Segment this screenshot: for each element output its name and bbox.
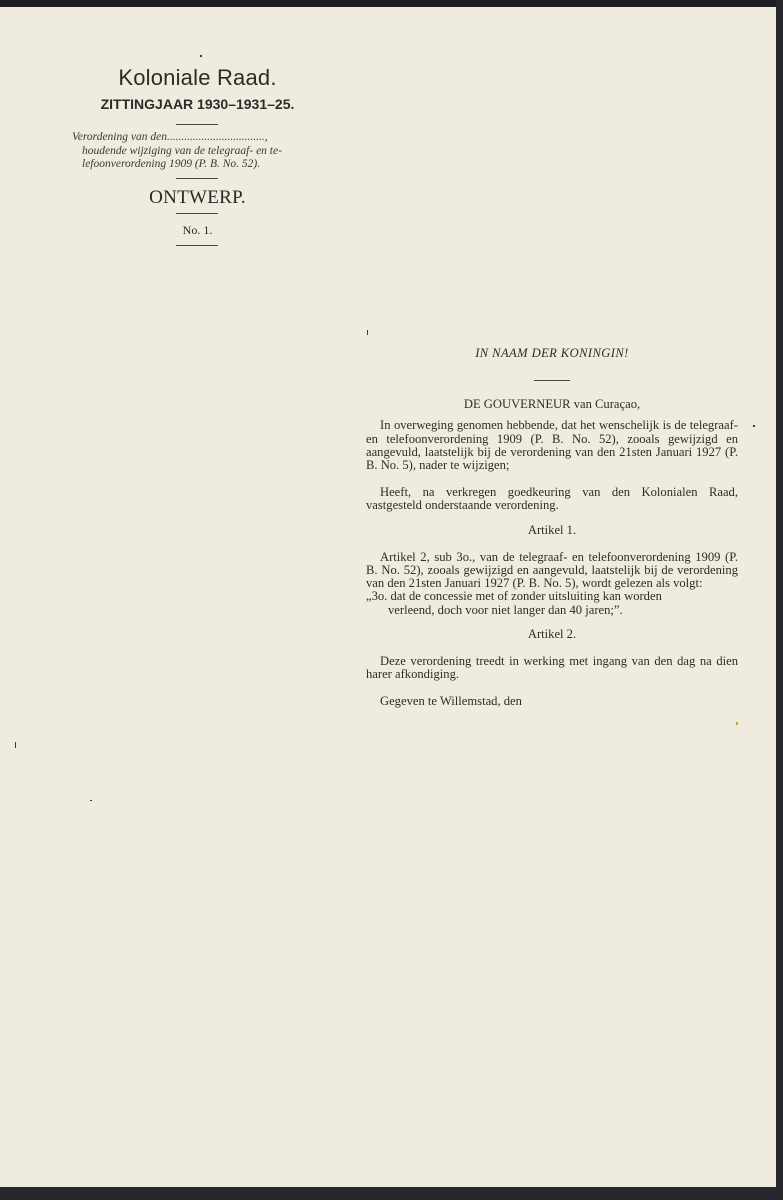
draft-label: ONTWERP.	[149, 187, 246, 208]
article-1-quote	[366, 590, 738, 616]
invocation-divider	[534, 380, 570, 381]
article-2-text: Deze verordening treedt in werking met ingang van den dag na dien harer afkondiging.	[366, 654, 738, 682]
scan-border-bottom	[0, 1187, 783, 1200]
scan-speck	[200, 55, 202, 57]
scan-speck	[90, 800, 92, 801]
document-page	[0, 7, 776, 1187]
enacting-paragraph: Heeft, na verkregen goedkeuring van den Kolonialen Raad, vastgesteld onderstaande verordening.	[366, 485, 738, 513]
article-1-heading: Artikel 1.	[527, 522, 577, 537]
scan-speck	[736, 722, 738, 725]
subject-divider	[176, 178, 218, 179]
article-1-text: Artikel 2, sub 3o., van de telegraaf- en telefoonverordening 1909 (P. B. No. 52), zooals gewijzigd en aangevuld, laatstelijk bij de verordening van den 21sten Januari 1927 (P. B. No. 5), wordt gelezen als volgt:	[366, 549, 738, 591]
considering-paragraph: In overweging genomen hebbende, dat het wenschelijk is de telegraaf- en telefoonverordening 1909 (P. B. No. 52), zooals gewijzigd en aangevuld, laatstelijk bij de verordening van den 21sten Januari 1927 (P. B. No. 5), nader te wijzigen;	[366, 418, 738, 473]
scan-speck	[367, 330, 368, 335]
quote-line-2: verleend, doch voor niet langer dan 40 jaren;”.	[388, 602, 623, 617]
subject-line-2: houdende wijziging van de telegraaf- en te-	[82, 144, 282, 157]
header-divider	[176, 124, 218, 125]
subject-line-1: Verordening van den..................................,	[72, 131, 268, 143]
invocation: IN NAAM DER KONINGIN!	[475, 346, 629, 360]
given-at-line: Gegeven te Willemstad, den	[380, 694, 522, 709]
governor-line: DE GOUVERNEUR van Curaçao,	[463, 397, 641, 412]
council-title: Koloniale Raad.	[118, 65, 277, 90]
number-divider	[176, 245, 218, 246]
scan-speck	[15, 742, 16, 748]
scan-speck	[753, 425, 755, 427]
article-2-heading: Artikel 2.	[527, 626, 577, 641]
session-year: ZITTINGJAAR 1930–1931–25.	[100, 96, 295, 112]
scan-border-right	[776, 0, 783, 1200]
draft-divider	[176, 213, 218, 214]
quote-line-1: „3o. dat de concessie met of zonder uitsluiting kan worden	[366, 589, 662, 604]
document-number: No. 1.	[182, 223, 213, 237]
subject-line-3: lefoonverordening 1909 (P. B. No. 52).	[82, 158, 261, 170]
ordinance-subject	[72, 131, 340, 172]
ordinance-body	[366, 347, 738, 709]
